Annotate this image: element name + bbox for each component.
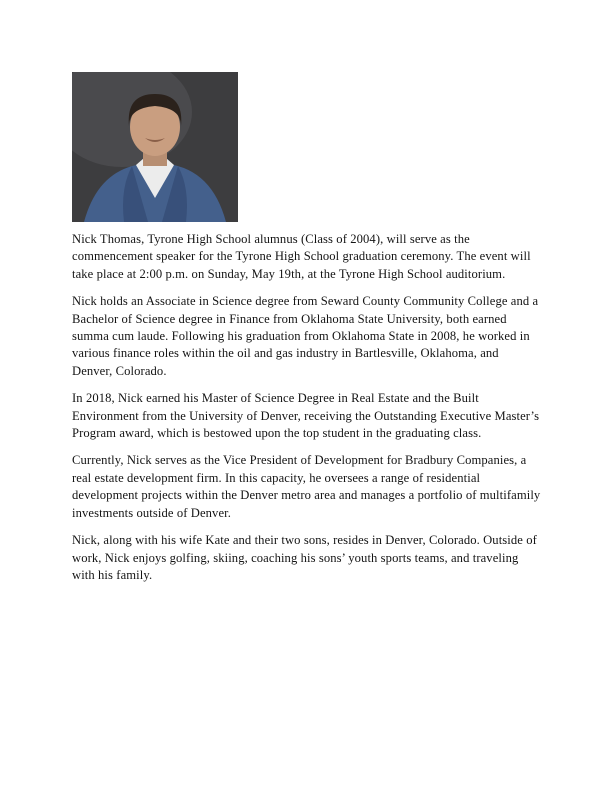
bio-paragraph-masters: In 2018, Nick earned his Master of Science Degree in Real Estate and the Built Environment from the University of Denver, receiving the Outstanding Executive Master’s Program award, which is bestowed upon the top student in the graduating class. [72, 391, 540, 441]
bio-paragraph-education: Nick holds an Associate in Science degree from Seward County Community College and a Bachelor of Science degree in Finance from Oklahoma State University, both earned summa cum laude. Following his graduation from Oklahoma State in 2008, he worked in various finance roles within the oil and gas industry in Bartlesville, Oklahoma, and Denver, Colorado. [72, 294, 539, 378]
headshot-photo [72, 72, 238, 222]
bio-paragraph-personal: Nick, along with his wife Kate and their two sons, resides in Denver, Colorado. Outside of work, Nick enjoys golfing, skiing, coaching his sons’ youth sports teams, and traveling with his family. [72, 533, 537, 582]
bio-text [72, 231, 542, 594]
headshot-illustration [72, 72, 238, 222]
bio-paragraph-career: Currently, Nick serves as the Vice President of Development for Bradbury Companies, a real estate development firm. In this capacity, he oversees a range of residential development projects within the Denver metro area and manages a portfolio of multifamily investments outside of Denver. [72, 453, 541, 520]
bio-paragraph-intro: Nick Thomas, Tyrone High School alumnus (Class of 2004), will serve as the commencement speaker for the Tyrone High School graduation ceremony. The event will take place at 2:00 p.m. on Sunday, May 19th, at the Tyrone High School auditorium. [72, 232, 531, 281]
